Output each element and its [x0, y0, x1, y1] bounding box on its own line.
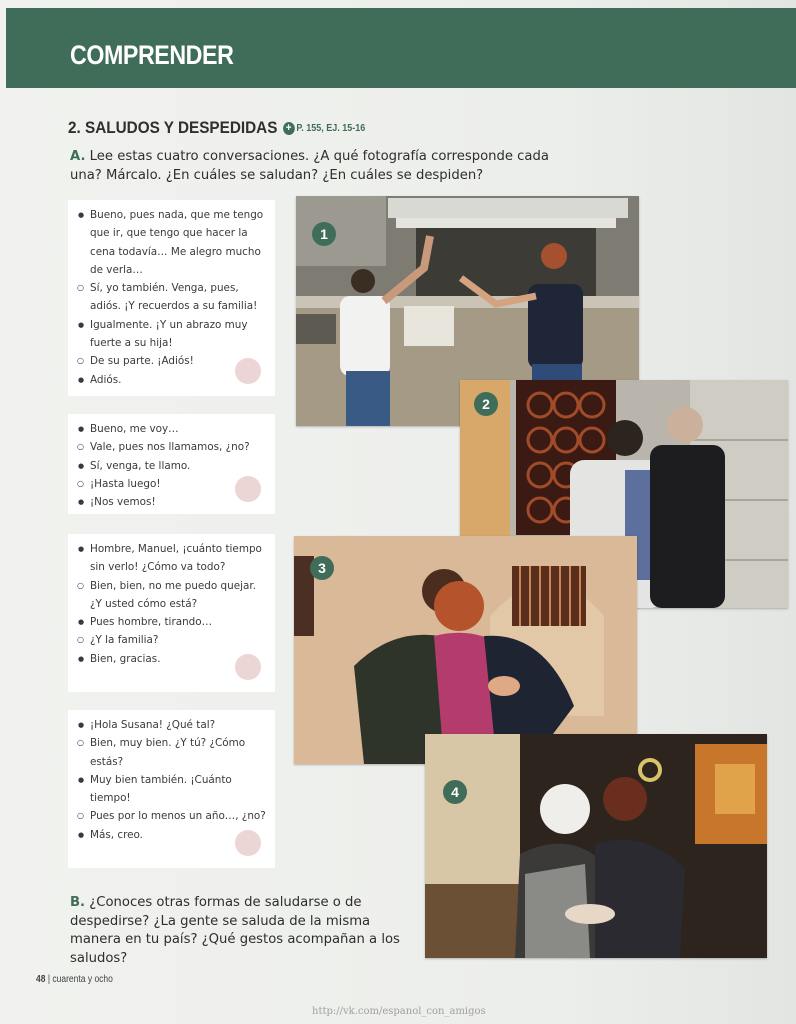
instruction-b-text: ¿Conoces otras formas de saludarse o de despedirse? ¿La gente se saluda de la misma manera en tu país? ¿Qué gestos acompañan a los saludos?	[70, 895, 400, 966]
conversation-card-2	[68, 414, 275, 514]
conversation-lines	[76, 540, 269, 668]
instruction-a-letter: A.	[70, 149, 86, 164]
exercise-title-text: 2. SALUDOS Y DESPEDIDAS	[68, 118, 278, 137]
dialogue-line: ● Bueno, me voy…	[76, 420, 269, 438]
photo-number-2: 2	[474, 392, 498, 416]
conversation-card-4	[68, 710, 275, 868]
answer-circle[interactable]	[235, 654, 261, 680]
dialogue-line: ○ Bien, muy bien. ¿Y tú? ¿Cómo estás?	[76, 734, 269, 771]
dialogue-line: ● Pues hombre, tirando…	[76, 613, 269, 631]
dialogue-line: ● ¡Nos vemos!	[76, 493, 269, 511]
instruction-a	[70, 148, 550, 185]
dialogue-line: ○ Bien, bien, no me puedo quejar. ¿Y usted cómo está?	[76, 577, 269, 614]
dialogue-line: ● Igualmente. ¡Y un abrazo muy fuerte a su hija!	[76, 316, 269, 353]
photo-number-4: 4	[443, 780, 467, 804]
plus-icon: +	[283, 122, 295, 135]
instruction-b-letter: B.	[70, 895, 86, 910]
dialogue-line: ● Más, creo.	[76, 826, 269, 844]
dialogue-line: ● Hombre, Manuel, ¡cuánto tiempo sin verlo! ¿Cómo va todo?	[76, 540, 269, 577]
photo-3-illustration	[294, 536, 637, 764]
dialogue-line: ○ Sí, yo también. Venga, pues, adiós. ¡Y recuerdos a su familia!	[76, 279, 269, 316]
dialogue-line: ● Sí, venga, te llamo.	[76, 457, 269, 475]
conversation-lines	[76, 716, 269, 844]
conversation-card-3	[68, 534, 275, 692]
dialogue-line: ○ Pues por lo menos un año…, ¿no?	[76, 807, 269, 825]
section-header-bar	[6, 8, 796, 88]
photo-3	[294, 536, 637, 764]
instruction-b	[70, 894, 420, 968]
photo-4-illustration	[425, 734, 767, 958]
conversation-card-1	[68, 200, 275, 396]
watermark-url: http://vk.com/espanol_con_amigos	[312, 1006, 486, 1017]
exercise-title	[68, 118, 365, 138]
dialogue-line: ● Adiós.	[76, 371, 269, 389]
photo-4	[425, 734, 767, 958]
answer-circle[interactable]	[235, 358, 261, 384]
header-title: COMPRENDER	[70, 40, 234, 70]
dialogue-line: ○ Vale, pues nos llamamos, ¿no?	[76, 438, 269, 456]
dialogue-line: ● Muy bien también. ¡Cuánto tiempo!	[76, 771, 269, 808]
answer-circle[interactable]	[235, 476, 261, 502]
dialogue-line: ● ¡Hola Susana! ¿Qué tal?	[76, 716, 269, 734]
page-footer: 48 | cuarenta y ocho	[36, 974, 113, 985]
dialogue-line: ● Bueno, pues nada, que me tengo que ir, que tengo que hacer la cena todavía… Me alegro mucho de verla…	[76, 206, 269, 279]
dialogue-line: ○ De su parte. ¡Adiós!	[76, 352, 269, 370]
page-number: 48	[36, 974, 46, 985]
instruction-a-text: Lee estas cuatro conversaciones. ¿A qué fotografía corresponde cada una? Márcalo. ¿En cuáles se saludan? ¿En cuáles se despiden?	[70, 149, 549, 183]
photo-number-3: 3	[310, 556, 334, 580]
dialogue-line: ● Bien, gracias.	[76, 650, 269, 668]
dialogue-line: ○ ¡Hasta luego!	[76, 475, 269, 493]
dialogue-line: ○ ¿Y la familia?	[76, 631, 269, 649]
photo-number-1: 1	[312, 222, 336, 246]
answer-circle[interactable]	[235, 830, 261, 856]
page-number-words: cuarenta y ocho	[52, 974, 113, 985]
exercise-reference: P. 155, EJ. 15-16	[296, 123, 366, 134]
